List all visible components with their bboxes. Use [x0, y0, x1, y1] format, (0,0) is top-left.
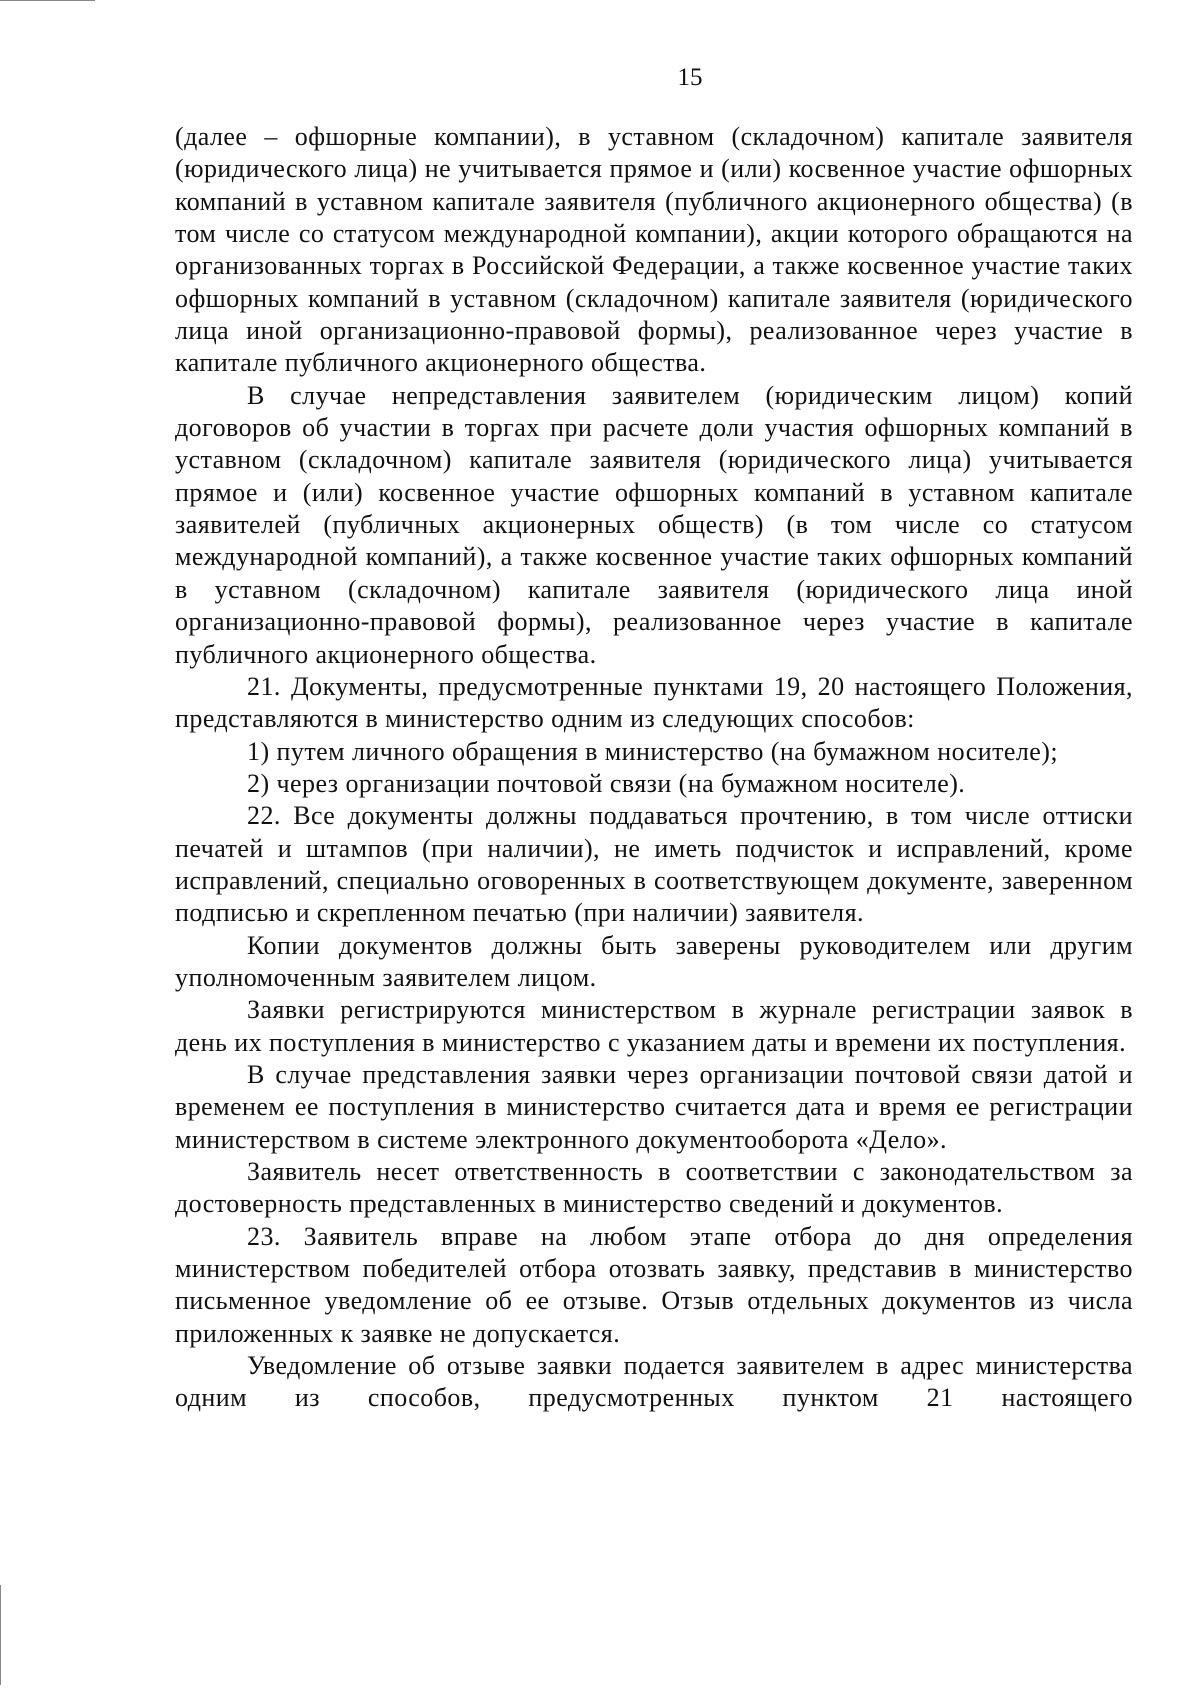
paragraph: 23. Заявитель вправе на любом этапе отбора до дня определения министерством победителей отбора отозвать заявку, представив в министерство письменное уведомление об ее отзыве. Отзыв отдельных документов из числа приложенных к заявке не допускается.: [175, 1221, 1133, 1348]
paragraph: 2) через организации почтовой связи (на бумажном носителе).: [247, 768, 966, 798]
document-body: [175, 121, 1133, 1415]
scan-edge-mark: [0, 1585, 1, 1685]
paragraph: (далее – офшорные компании), в уставном (складочном) капитале заявителя (юридического лица) не учитывается прямое и (или) косвенное участие офшорных компаний в уставном капитале заявителя (публичного акционерного общества) (в том числе со статусом международной компании), акции которого обращаются на организованных торгах в Российской Федерации, а также косвенное участие таких офшорных компаний в уставном (складочном) капитале заявителя (юридического лица иной организационно-правовой формы), реализованное через участие в капитале публичного акционерного общества.: [175, 122, 1133, 378]
paragraph: Копии документов должны быть заверены руководителем или другим уполномоченным заявителем лицом.: [175, 930, 1133, 992]
paragraph: 1) путем личного обращения в министерство (на бумажном носителе);: [247, 736, 1059, 766]
paragraph: В случае непредставления заявителем (юридическим лицом) копий договоров об участии в торгах при расчете доли участия офшорных компаний в уставном (складочном) капитале заявителя (юридического лица) учитывается прямое и (или) косвенное участие офшорных компаний в уставном капитале заявителей (публичных акционерных обществ) (в том числе со статусом международной компаний), а также косвенное участие таких офшорных компаний в уставном (складочном) капитале заявителя (юридического лица иной организационно-правовой формы), реализованное через участие в капитале публичного акционерного общества.: [175, 380, 1133, 669]
page-number: 15: [677, 64, 703, 91]
paragraph: Уведомление об отзыве заявки подается заявителем в адрес министерства одним из способов, предусмотренных пунктом 21 настоящего: [175, 1351, 1133, 1413]
paragraph: 21. Документы, предусмотренные пунктами 19, 20 настоящего Положения, представляются в министерство одним из следующих способов:: [175, 671, 1133, 734]
scan-edge-mark: [0, 0, 95, 1]
paragraph: В случае представления заявки через организации почтовой связи датой и временем ее поступления в министерство считается дата и время ее регистрации министерством в системе электронного документооборота «Дело».: [175, 1059, 1133, 1154]
paragraph: 22. Все документы должны поддаваться прочтению, в том числе оттиски печатей и штампов (при наличии), не иметь подчисток и исправлений, кроме исправлений, специально оговоренных в соответствующем документе, заверенном подписью и скрепленном печатью (при наличии) заявителя.: [175, 801, 1133, 928]
paragraph: Заявки регистрируются министерством в журнале регистрации заявок в день их поступления в министерство с указанием даты и времени их поступления.: [175, 995, 1133, 1057]
paragraph: Заявитель несет ответственность в соответствии с законодательством за достоверность представленных в министерство сведений и документов.: [175, 1157, 1133, 1219]
